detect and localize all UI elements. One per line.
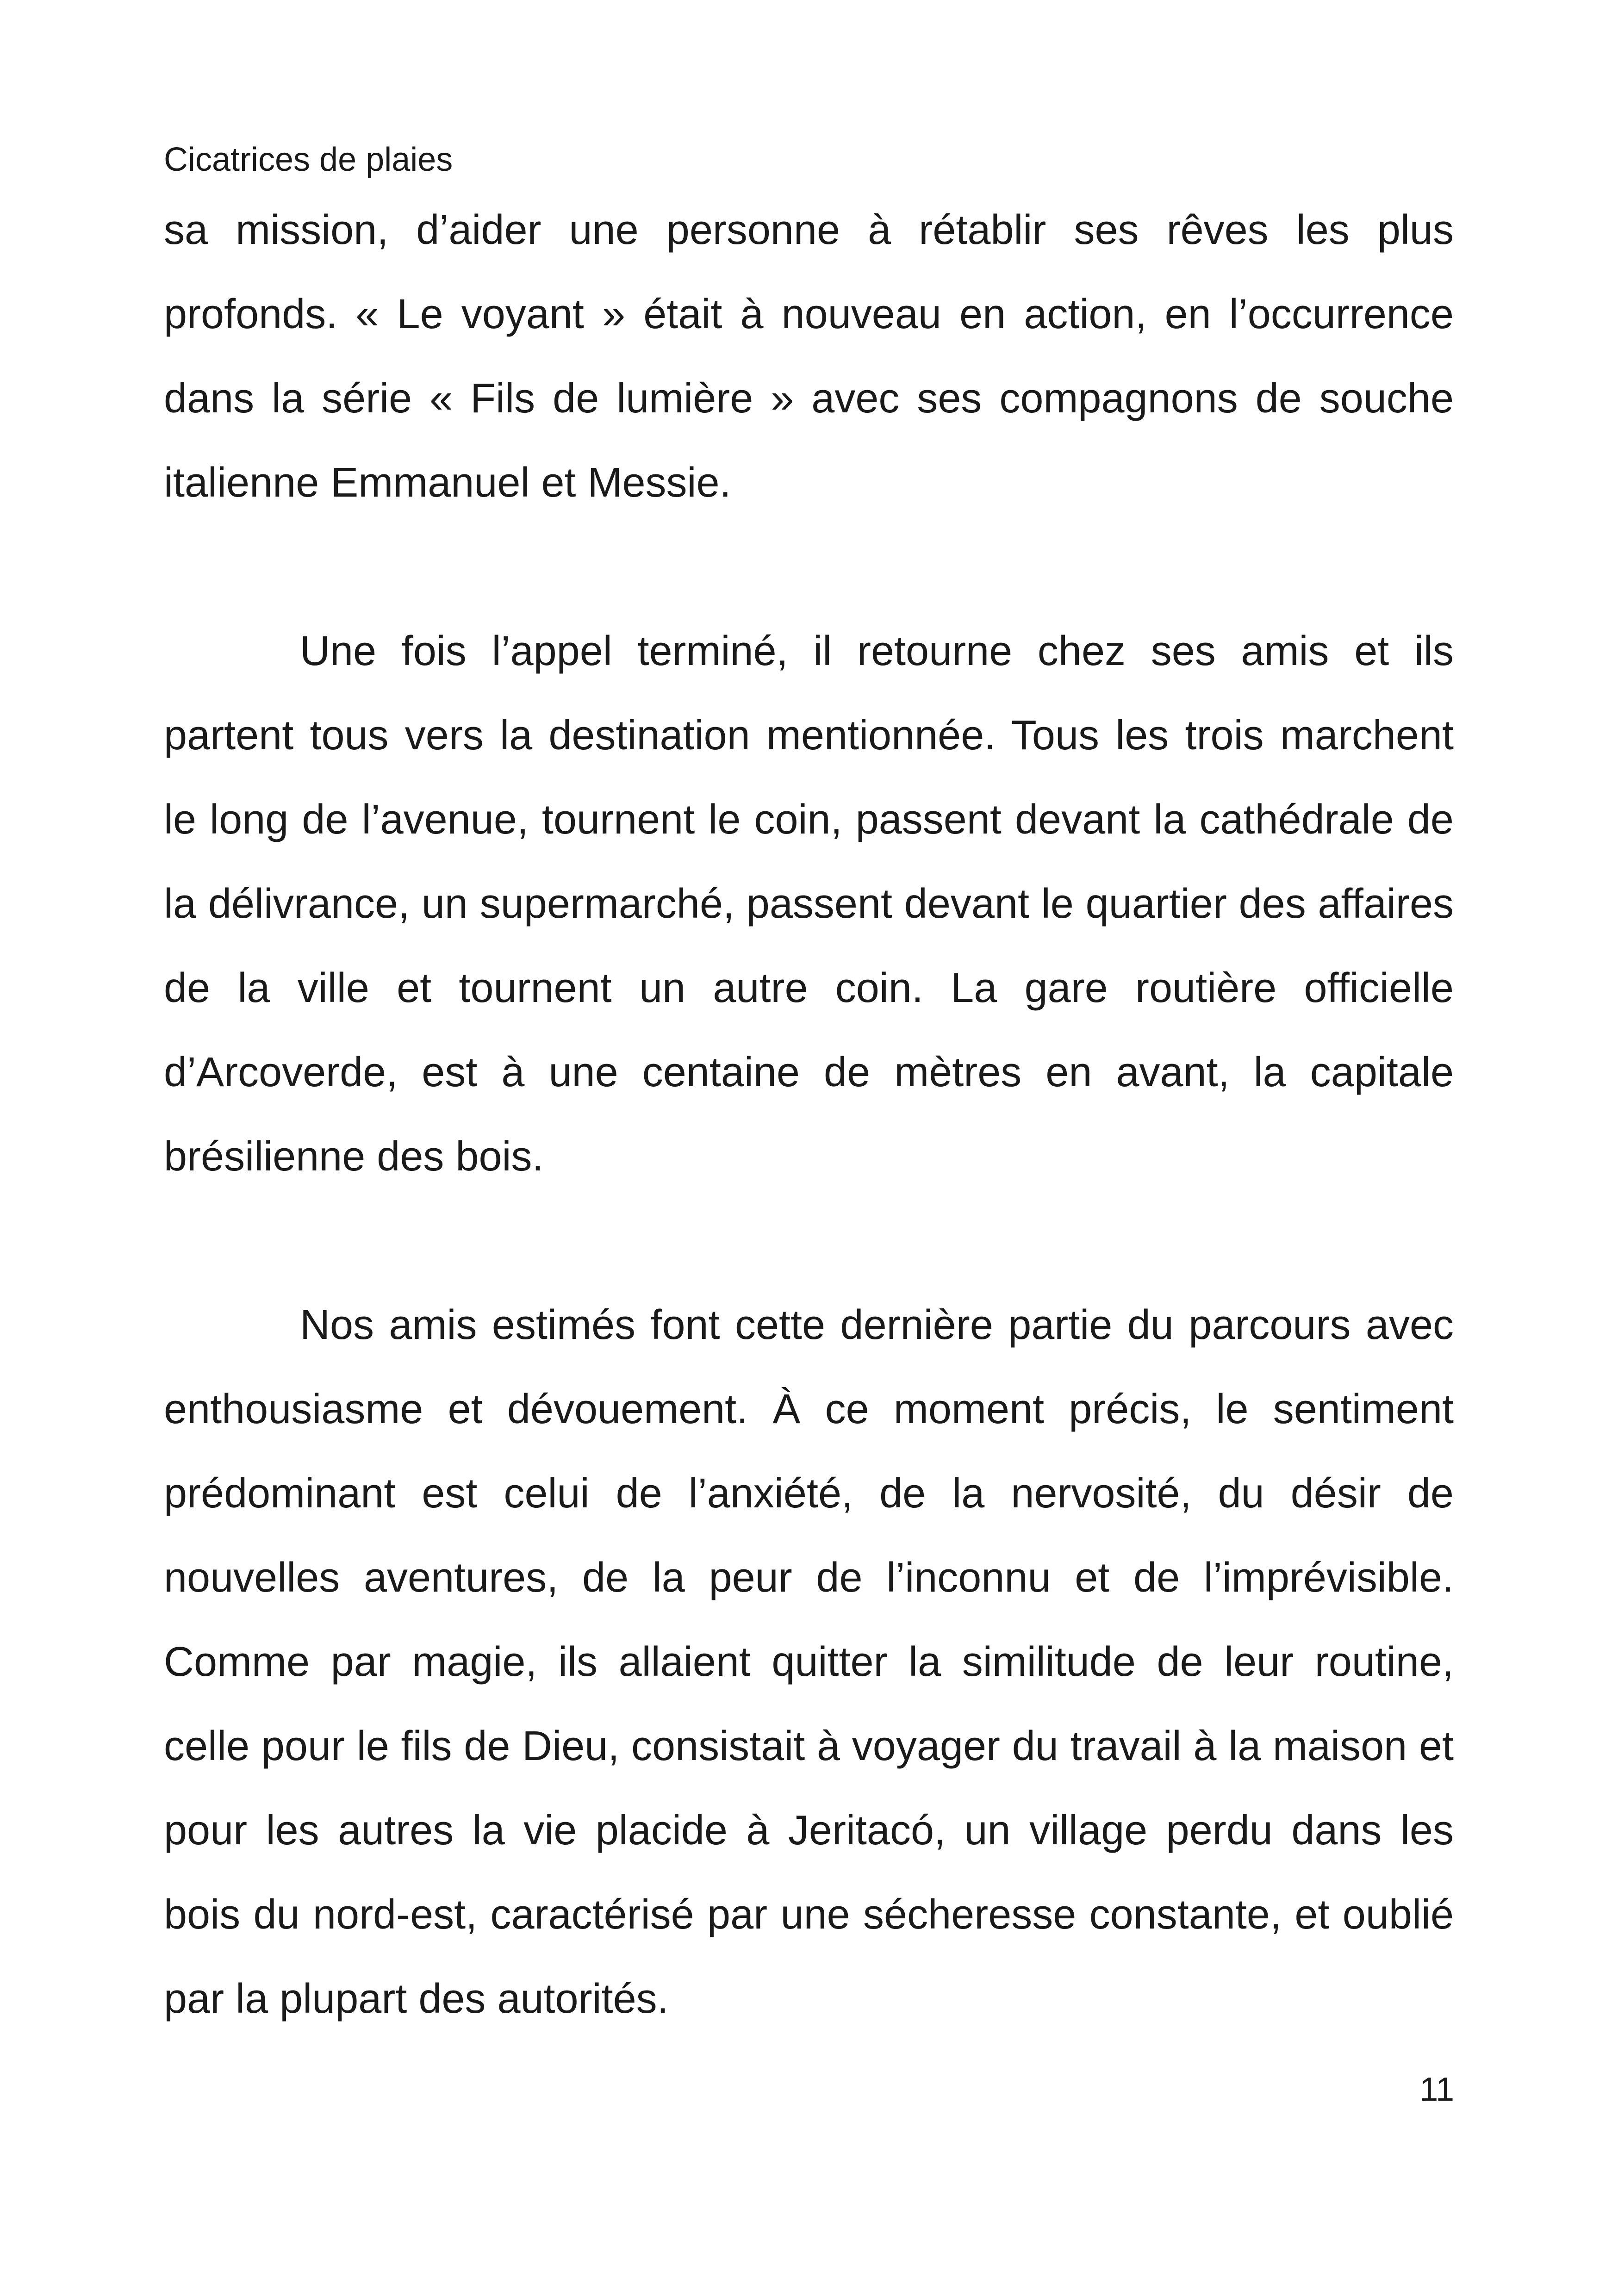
paragraph-3: Nos amis estimés font cette dernière partie du parcours avec enthousiasme et dévouement. À ce moment précis, le sentiment prédominant est celui de l’anxiété, de la nervosité, du désir de nouvelles aventures, de la peur de l’inconnu et de l’imprévisible. Comme par magie, ils allaient quitter la similitude de leur routine, celle pour le fils de Dieu, consistait à voyager du travail à la maison et pour les autres la vie placide à Jeritacó, un village perdu dans les bois du nord-est, caractérisé par une sécheresse constante, et oublié par la plupart des autorités. <box>164 1302 1454 2022</box>
paragraph-gap <box>164 1199 1454 1283</box>
paragraph-1: sa mission, d’aider une personne à rétablir ses rêves les plus profonds. « Le voyant » était à nouveau en action, en l’occurrence dans la série « Fils de lumière » avec ses compagnons de souche italienne Emmanuel et Messie. <box>164 207 1454 506</box>
page-number: 11 <box>1419 2071 1454 2108</box>
body-text <box>164 188 1454 2041</box>
paragraph-2: Une fois l’appel terminé, il retourne chez ses amis et ils partent tous vers la destination mentionnée. Tous les trois marchent le long de l’avenue, tournent le coin, passent devant la cathédrale de la délivrance, un supermarché, passent devant le quartier des affaires de la ville et tournent un autre coin. La gare routière officielle d’Arcoverde, est à une centaine de mètres en avant, la capitale brésilienne des bois. <box>164 628 1454 1180</box>
running-header-title: Cicatrices de plaies <box>164 141 453 178</box>
paragraph-gap <box>164 525 1454 609</box>
